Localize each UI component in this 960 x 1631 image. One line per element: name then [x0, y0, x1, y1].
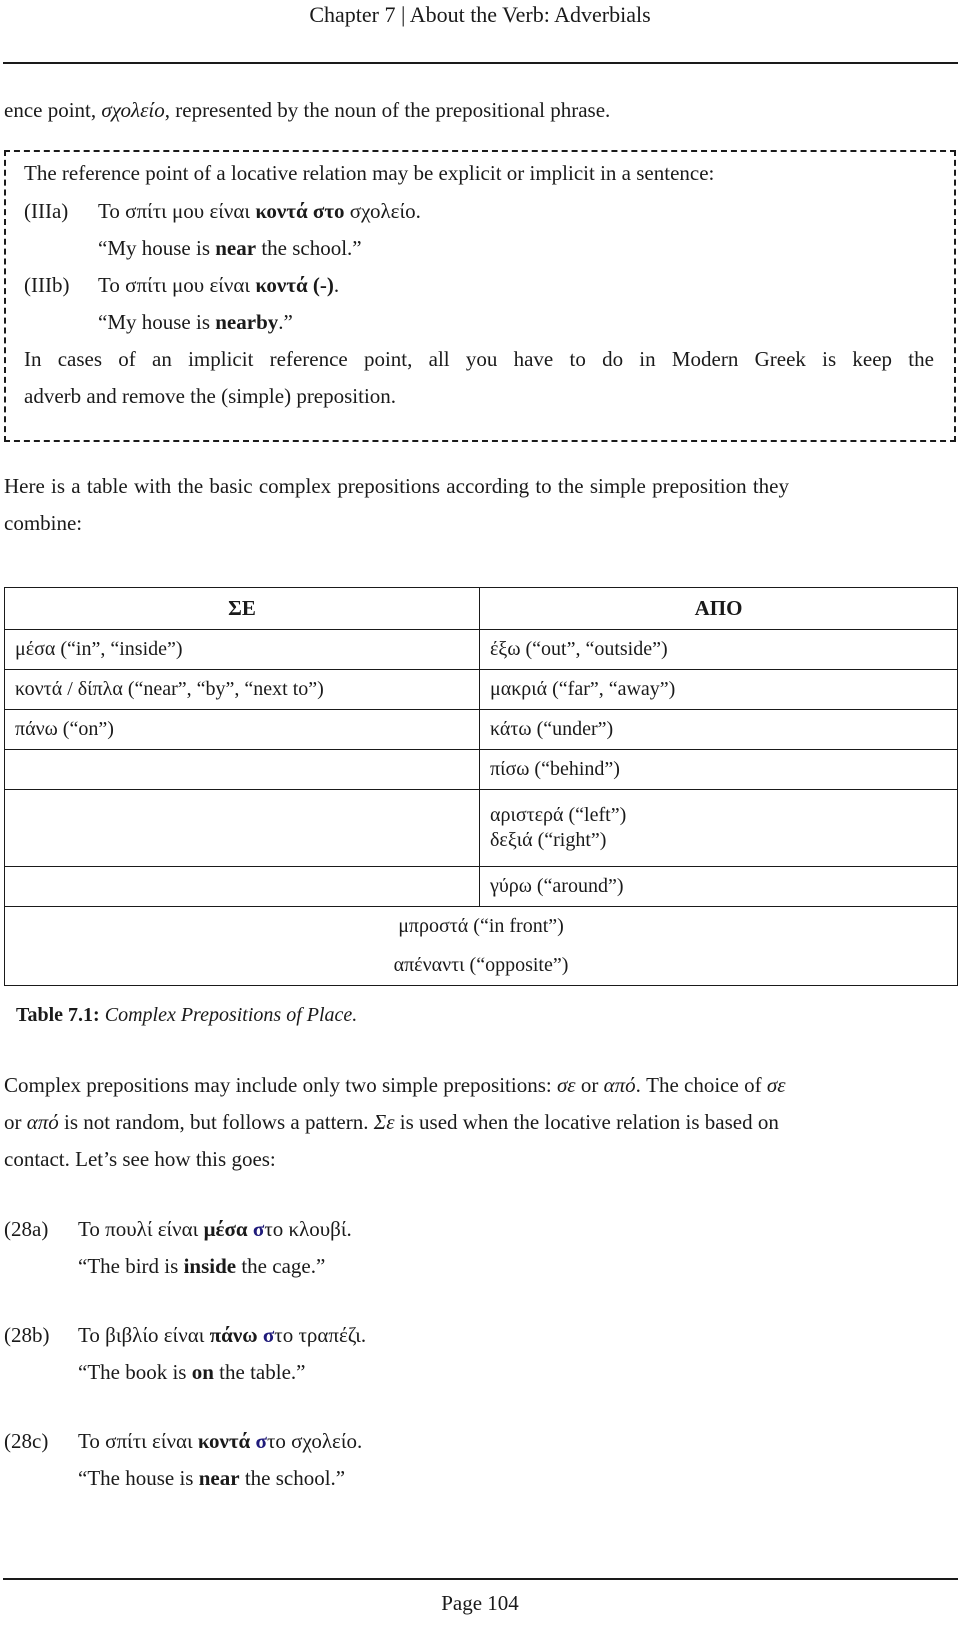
table-row: [5, 907, 958, 947]
example-english: “My house is nearby.”: [98, 310, 293, 334]
table-row: [5, 750, 958, 790]
footer-rule: [3, 1578, 958, 1580]
table-cell: [5, 790, 480, 867]
table-cell: κάτω (“under”): [480, 710, 958, 750]
table-cell: μέσα (“in”, “inside”): [5, 630, 480, 670]
table-cell: [480, 790, 958, 867]
table-row: [5, 867, 958, 907]
table-row: [5, 670, 958, 710]
example-number: (28a): [4, 1217, 49, 1241]
table-cell: πίσω (“behind”): [480, 750, 958, 790]
table-cell: [5, 867, 480, 907]
table-row: [5, 710, 958, 750]
page-number: Page 104: [441, 1591, 519, 1615]
example-english: “The bird is inside the cage.”: [78, 1254, 326, 1278]
header-rule: [3, 62, 958, 64]
paragraph-line: Complex prepositions may include only two simple prepositions: σε or από. The choice of σε: [4, 1073, 786, 1097]
table-cell: γύρω (“around”): [480, 867, 958, 907]
paragraph-line: contact. Let’s see how this goes:: [4, 1147, 276, 1171]
example-english: “My house is near the school.”: [98, 236, 362, 260]
table-cell: μακριά (“far”, “away”): [480, 670, 958, 710]
example-english: “The book is on the table.”: [78, 1360, 306, 1384]
example-number: (28b): [4, 1323, 50, 1347]
table-cell-span: απέναντι (“opposite”): [5, 946, 958, 986]
box-intro-line: The reference point of a locative relation may be explicit or implicit in a sentence:: [24, 161, 715, 185]
example-greek: Το σπίτι είναι κοντά στο σχολείο.: [78, 1429, 363, 1453]
paragraph-line: combine:: [4, 511, 83, 535]
example-greek: Το σπίτι μου είναι κοντά (-).: [98, 273, 340, 297]
prepositions-table: [4, 587, 958, 986]
example-number: (IIIa): [24, 199, 69, 223]
table-cell: έξω (“out”, “outside”): [480, 630, 958, 670]
table-row: [5, 946, 958, 986]
example-greek: Το πουλί είναι μέσα στο κλουβί.: [78, 1217, 352, 1241]
column-header-se: ΣΕ: [5, 588, 480, 630]
table-caption: Table 7.1: Complex Prepositions of Place.: [16, 1004, 358, 1026]
cell-line: δεξιά (“right”): [490, 829, 607, 851]
page-header: Chapter 7 | About the Verb: Adverbials: [309, 2, 651, 27]
example-greek: Το βιβλίο είναι πάνω στο τραπέζι.: [78, 1323, 367, 1347]
example-english: “The house is near the school.”: [78, 1466, 346, 1490]
table-row: [5, 790, 958, 867]
table-cell: πάνω (“on”): [5, 710, 480, 750]
table-header-row: [5, 588, 958, 630]
table-cell: [5, 750, 480, 790]
cell-line: αριστερά (“left”): [490, 804, 627, 826]
example-number: (IIIb): [24, 273, 70, 297]
box-note-line: In cases of an implicit reference point, all you have to do in Modern Greek is keep the: [24, 347, 934, 371]
paragraph-line: or από is not random, but follows a pattern. Σε is used when the locative relation is based on: [4, 1110, 779, 1134]
example-number: (28c): [4, 1429, 49, 1453]
example-greek: Το σπίτι μου είναι κοντά στο σχολείο.: [98, 199, 421, 223]
intro-line: ence point, σχολείο, represented by the noun of the prepositional phrase.: [4, 98, 611, 122]
table-row: [5, 630, 958, 670]
box-note-line: adverb and remove the (simple) preposition.: [24, 384, 397, 408]
paragraph-line: Here is a table with the basic complex prepositions according to the simple preposition they: [4, 474, 789, 498]
column-header-apo: ΑΠΟ: [480, 588, 958, 630]
table-cell: κοντά / δίπλα (“near”, “by”, “next to”): [5, 670, 480, 710]
table-cell-span: μπροστά (“in front”): [5, 907, 958, 947]
